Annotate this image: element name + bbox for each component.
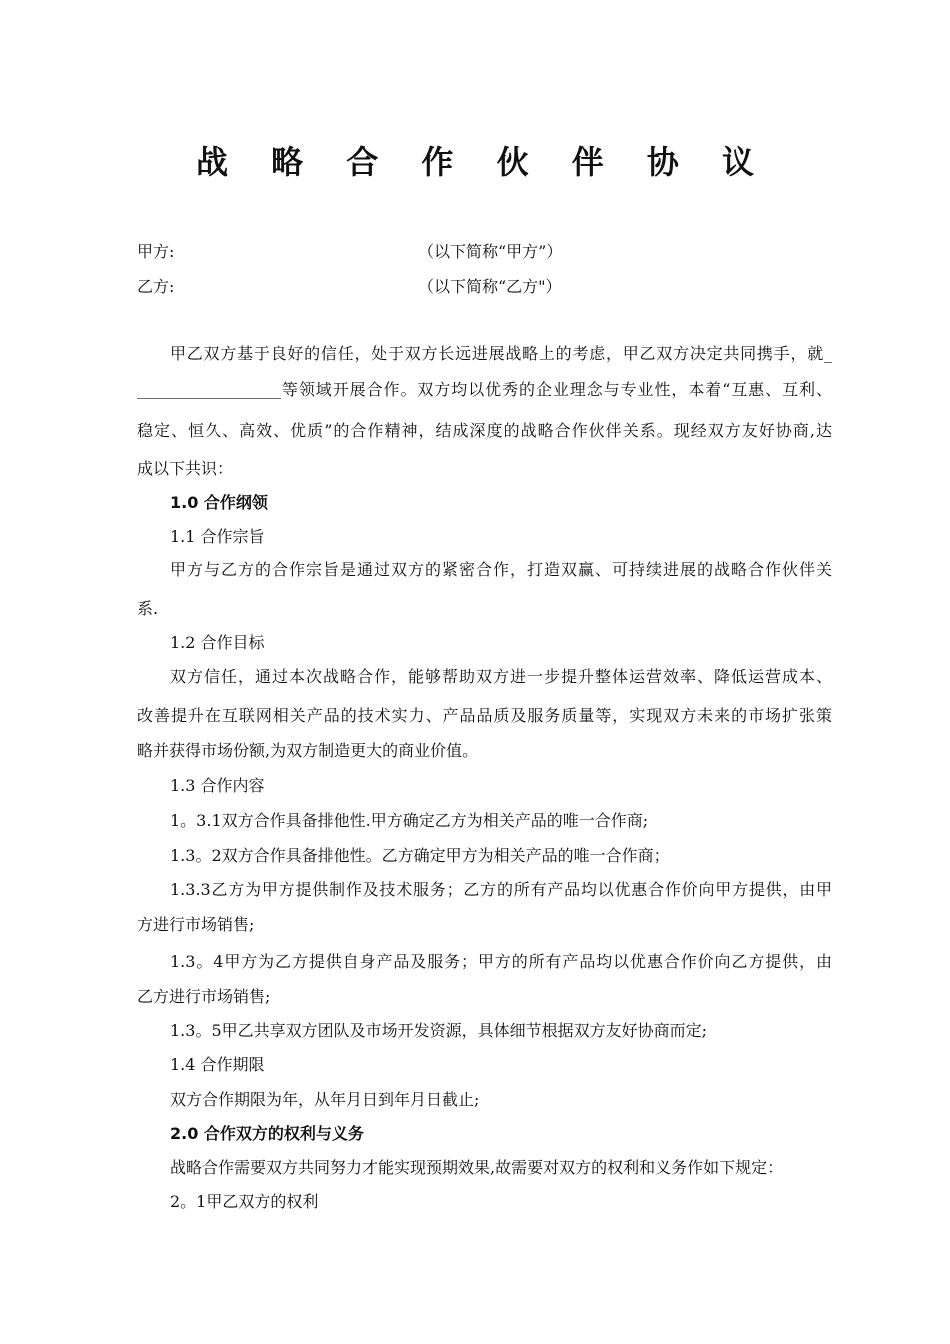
- intro-line: 稳定、恒久、高效、优质”的合作精神，结成深度的战略合作伙伴关系。现经双方友好协商,达: [137, 421, 832, 440]
- party-b-label: 乙方:: [137, 277, 175, 296]
- subsection-heading: 1.3 合作内容: [170, 776, 265, 795]
- intro-line: 甲乙双方基于良好的信任，处于双方长远进展战略上的考虑，甲乙双方决定共同携手，就_: [170, 344, 832, 363]
- document-title: 战 略 合 作 伙 伴 协 议: [196, 143, 770, 181]
- party-a-label: 甲方:: [137, 242, 175, 261]
- subsection-heading: 2。1甲乙双方的权利: [170, 1192, 319, 1211]
- clause-line: 乙方进行市场销售;: [137, 987, 271, 1006]
- intro-line: 成以下共识：: [137, 459, 234, 478]
- section-heading: 2.0 合作双方的权利与义务: [170, 1124, 364, 1143]
- clause-line: 1.3。5甲乙共享双方团队及市场开发资源，具体细节根据双方友好协商而定;: [170, 1021, 708, 1040]
- paragraph-line: 双方信任，通过本次战略合作，能够帮助双方进一步提升整体运营效率、降低运营成本、: [170, 667, 832, 686]
- subsection-heading: 1.4 合作期限: [170, 1055, 265, 1074]
- section-heading: 1.0 合作纲领: [170, 493, 268, 512]
- party-a-note: （以下简称“甲方”）: [418, 242, 563, 261]
- clause-line: 1.3。2双方合作具备排他性。乙方确定甲方为相关产品的唯一合作商；: [170, 846, 670, 865]
- party-b-note: （以下简称“乙方"）: [418, 277, 562, 296]
- clause-line: 1.3.3乙方为甲方提供制作及技术服务；乙方的所有产品均以优惠合作价向甲方提供，由甲: [170, 880, 832, 899]
- paragraph-line: 双方合作期限为年，从年月日到年月日截止;: [170, 1090, 480, 1109]
- clause-line: 方进行市场销售;: [137, 915, 255, 934]
- paragraph-line: 甲方与乙方的合作宗旨是通过双方的紧密合作，打造双赢、可持续进展的战略合作伙伴关: [170, 560, 832, 579]
- paragraph-line: 系.: [137, 599, 159, 618]
- subsection-heading: 1.1 合作宗旨: [170, 527, 265, 546]
- paragraph-line: 战略合作需要双方共同努力才能实现预期效果,故需要对双方的权利和义务作如下规定：: [170, 1158, 784, 1177]
- intro-line: __________________等领域开展合作。双方均以优秀的企业理念与专业性，本着“互惠、互利、: [137, 380, 832, 399]
- clause-line: 1.3。4甲方为乙方提供自身产品及服务；甲方的所有产品均以优惠合作价向乙方提供，由: [170, 952, 832, 971]
- paragraph-line: 略并获得市场份额,为双方制造更大的商业价值。: [137, 741, 479, 760]
- subsection-heading: 1.2 合作目标: [170, 633, 265, 652]
- clause-line: 1。3.1双方合作具备排他性.甲方确定乙方为相关产品的唯一合作商;: [170, 811, 649, 830]
- paragraph-line: 改善提升在互联网相关产品的技术实力、产品品质及服务质量等，实现双方未来的市场扩张策: [137, 706, 832, 725]
